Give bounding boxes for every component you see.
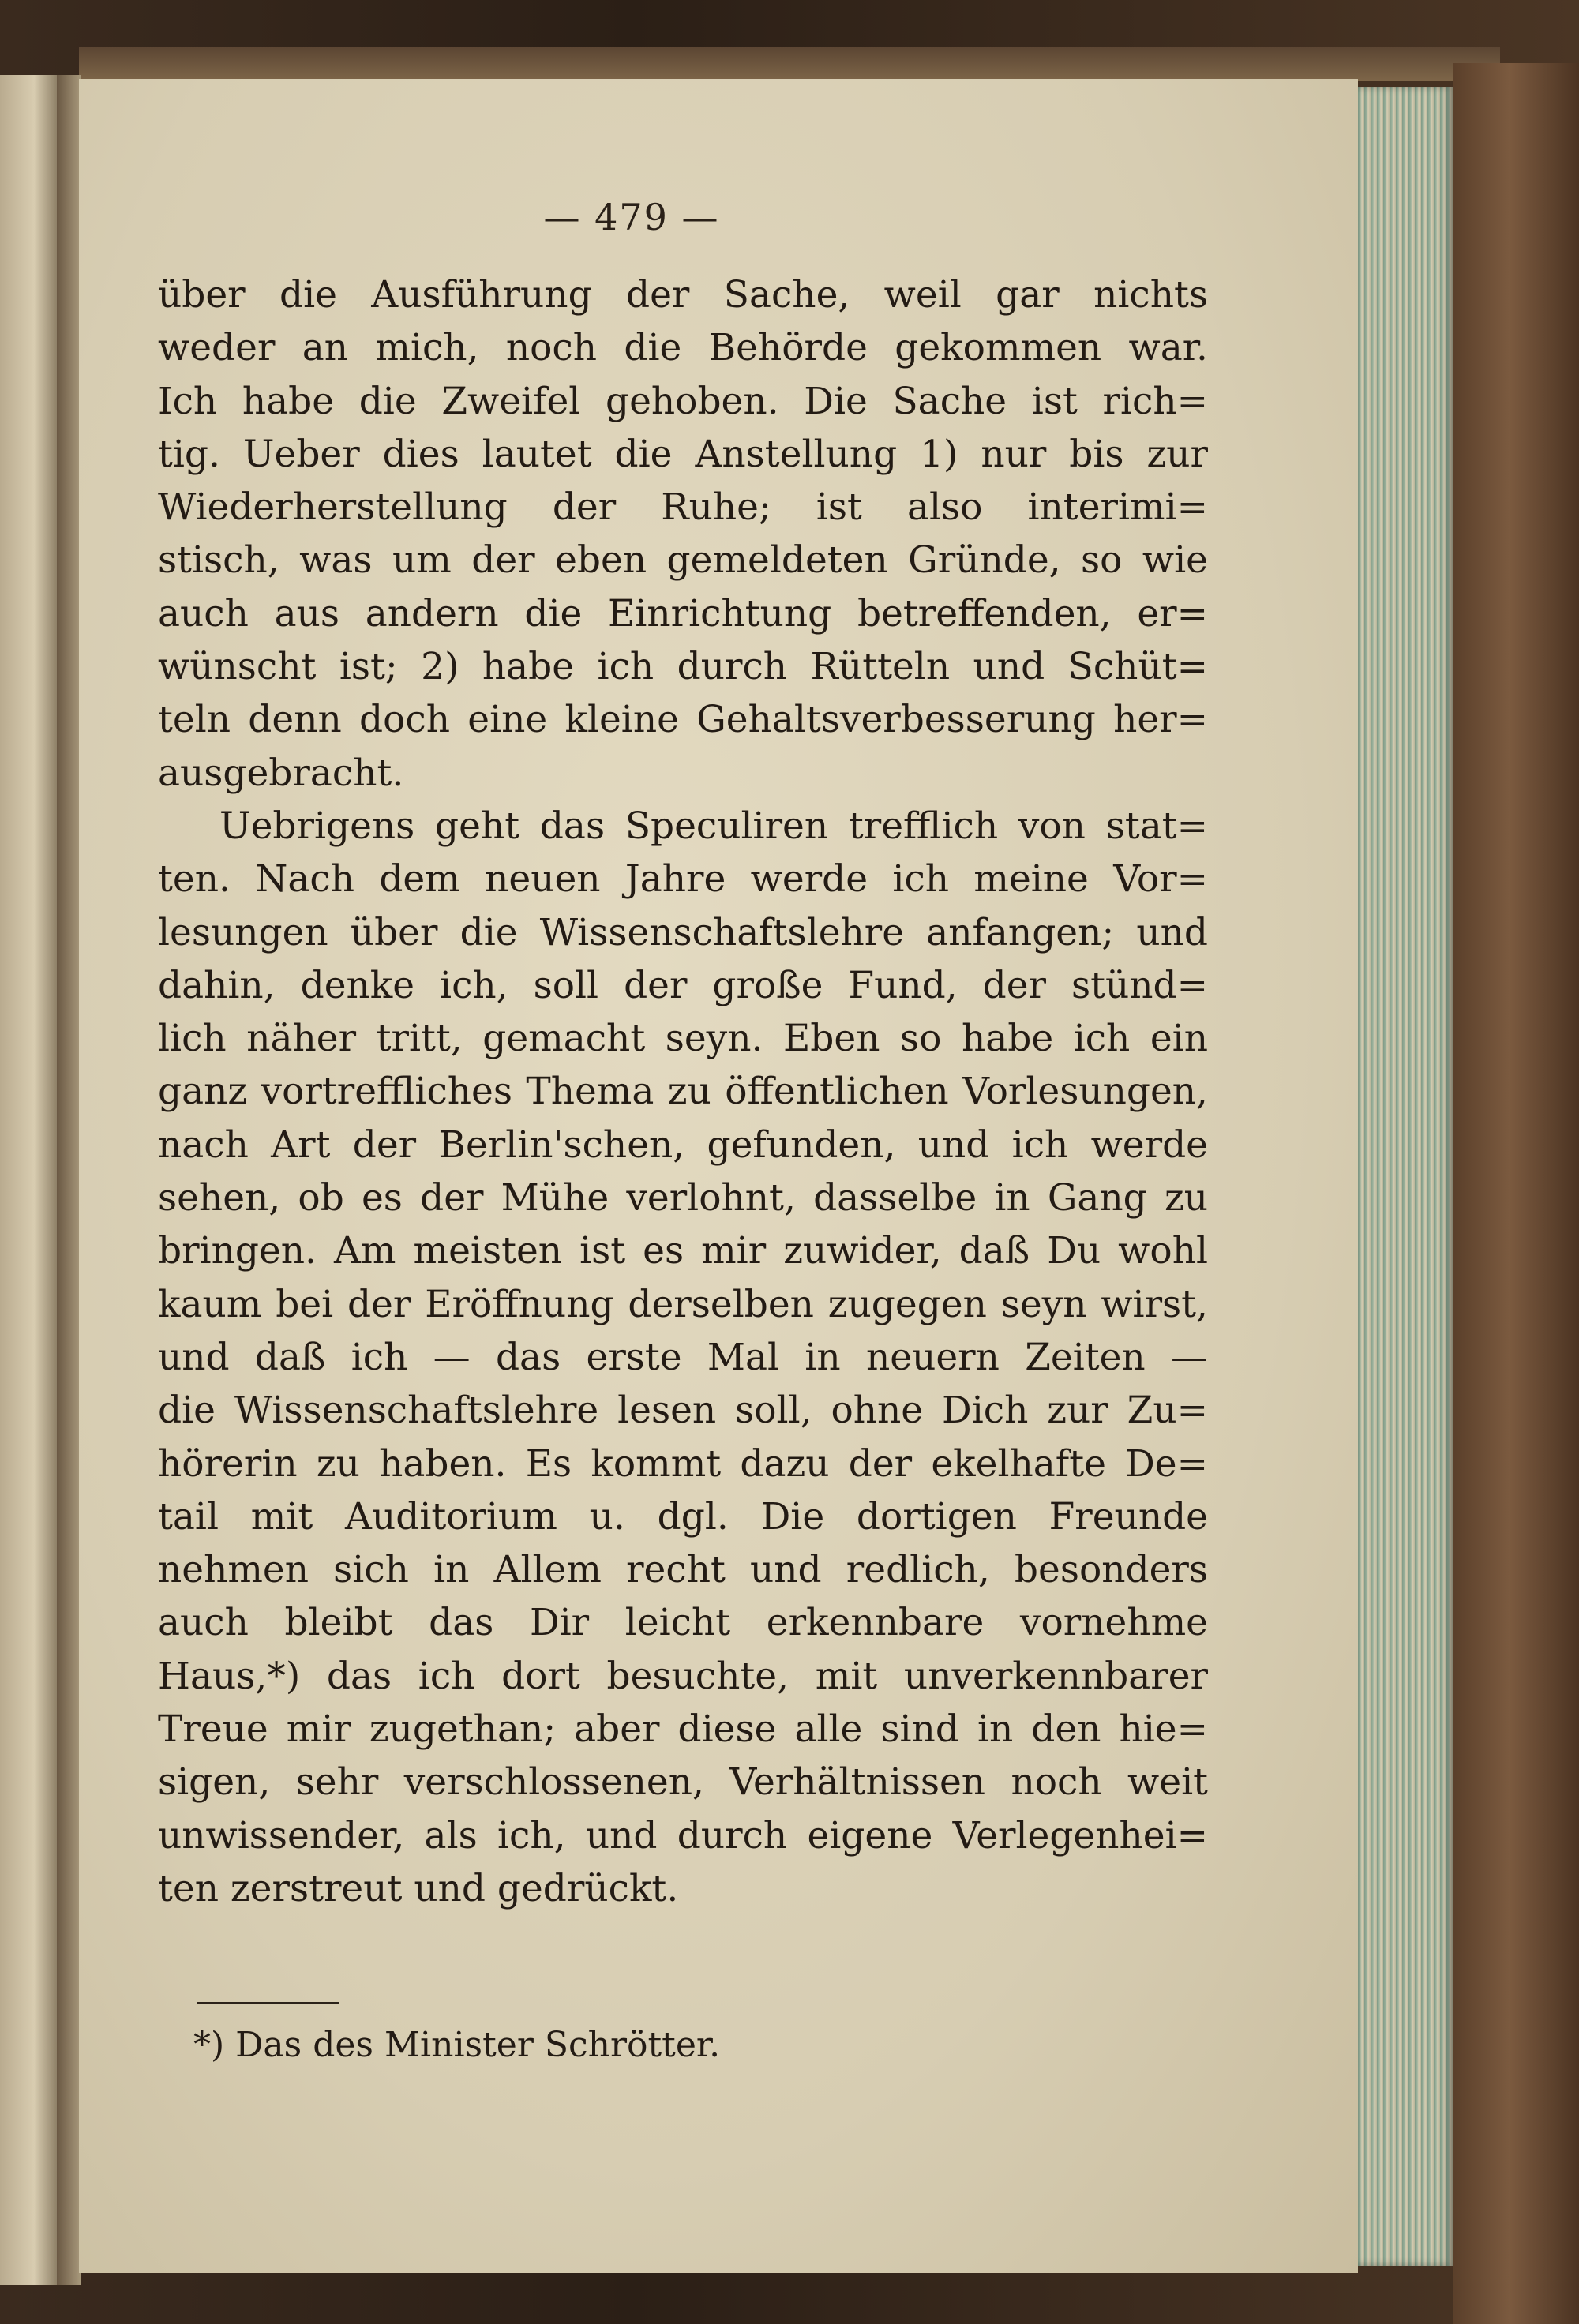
text-line: dahin, denke ich, soll der große Fund, der stünd= bbox=[158, 963, 1208, 1007]
page-block-edges bbox=[1358, 87, 1453, 2266]
text-line: nehmen sich in Allem recht und redlich, besonders bbox=[158, 1548, 1208, 1592]
text-line: Treue mir zugethan; aber diese alle sind in den hie= bbox=[158, 1707, 1208, 1752]
cover-top-edge bbox=[79, 47, 1500, 81]
text-line: ten. Nach dem neuen Jahre werde ich meine Vor= bbox=[158, 857, 1208, 901]
text-line: kaum bei der Eröffnung derselben zugegen seyn wirst, bbox=[158, 1282, 1208, 1326]
footnote-rule bbox=[197, 2002, 339, 2004]
text-line: auch aus andern die Einrichtung betreffenden, er= bbox=[158, 591, 1208, 635]
book-gutter bbox=[57, 75, 81, 2285]
footnote: *) Das des Minister Schrötter. bbox=[193, 2025, 721, 2065]
text-line: tail mit Auditorium u. dgl. Die dortigen Freunde bbox=[158, 1494, 1208, 1539]
text-line: ganz vortreffliches Thema zu öffentlichen Vorlesungen, bbox=[158, 1070, 1208, 1114]
text-line: und daß ich — das erste Mal in neuern Zeiten — bbox=[158, 1335, 1208, 1379]
text-line: weder an mich, noch die Behörde gekommen war. bbox=[158, 326, 1208, 370]
left-page-edge bbox=[0, 75, 60, 2285]
text-line: die Wissenschaftslehre lesen soll, ohne Dich zur Zu= bbox=[158, 1389, 1208, 1433]
text-line: nach Art der Berlin'schen, gefunden, und ich werde bbox=[158, 1123, 1208, 1167]
text-line: ten zerstreut und gedrückt. bbox=[158, 1866, 679, 1910]
text-line: über die Ausführung der Sache, weil gar nichts bbox=[158, 273, 1208, 317]
text-line: auch bleibt das Dir leicht erkennbare vornehme bbox=[158, 1601, 1208, 1645]
book-cover-right bbox=[1453, 63, 1579, 2324]
text-line: stisch, was um der eben gemeldeten Gründe, so wie bbox=[158, 538, 1208, 583]
text-line: wünscht ist; 2) habe ich durch Rütteln und Schüt= bbox=[158, 645, 1208, 689]
text-line: Ich habe die Zweifel gehoben. Die Sache ist rich= bbox=[158, 379, 1208, 423]
text-line: unwissender, als ich, und durch eigene Verlegenhei= bbox=[158, 1813, 1208, 1857]
text-line: hörerin zu haben. Es kommt dazu der ekelhafte De= bbox=[158, 1441, 1208, 1486]
text-line: teln denn doch eine kleine Gehaltsverbesserung her= bbox=[158, 698, 1208, 742]
text-line: ausgebracht. bbox=[158, 751, 404, 795]
text-line: bringen. Am meisten ist es mir zuwider, daß Du wohl bbox=[158, 1229, 1208, 1273]
text-line: sehen, ob es der Mühe verlohnt, dasselbe in Gang zu bbox=[158, 1176, 1208, 1220]
text-line: Haus,*) das ich dort besuchte, mit unverkennbarer bbox=[158, 1654, 1208, 1698]
text-line: lich näher tritt, gemacht seyn. Eben so habe ich ein bbox=[158, 1017, 1208, 1061]
page-number: — 479 — bbox=[543, 196, 720, 238]
text-line: sigen, sehr verschlossenen, Verhältnissen noch weit bbox=[158, 1760, 1208, 1805]
text-line: tig. Ueber dies lautet die Anstellung 1) nur bis zur bbox=[158, 432, 1208, 476]
text-line: Uebrigens geht das Speculiren trefflich von stat= bbox=[219, 804, 1208, 848]
text-line: Wiederherstellung der Ruhe; ist also interimi= bbox=[158, 485, 1208, 530]
body-text bbox=[158, 268, 1208, 1915]
text-line: lesungen über die Wissenschaftslehre anfangen; und bbox=[158, 910, 1208, 954]
